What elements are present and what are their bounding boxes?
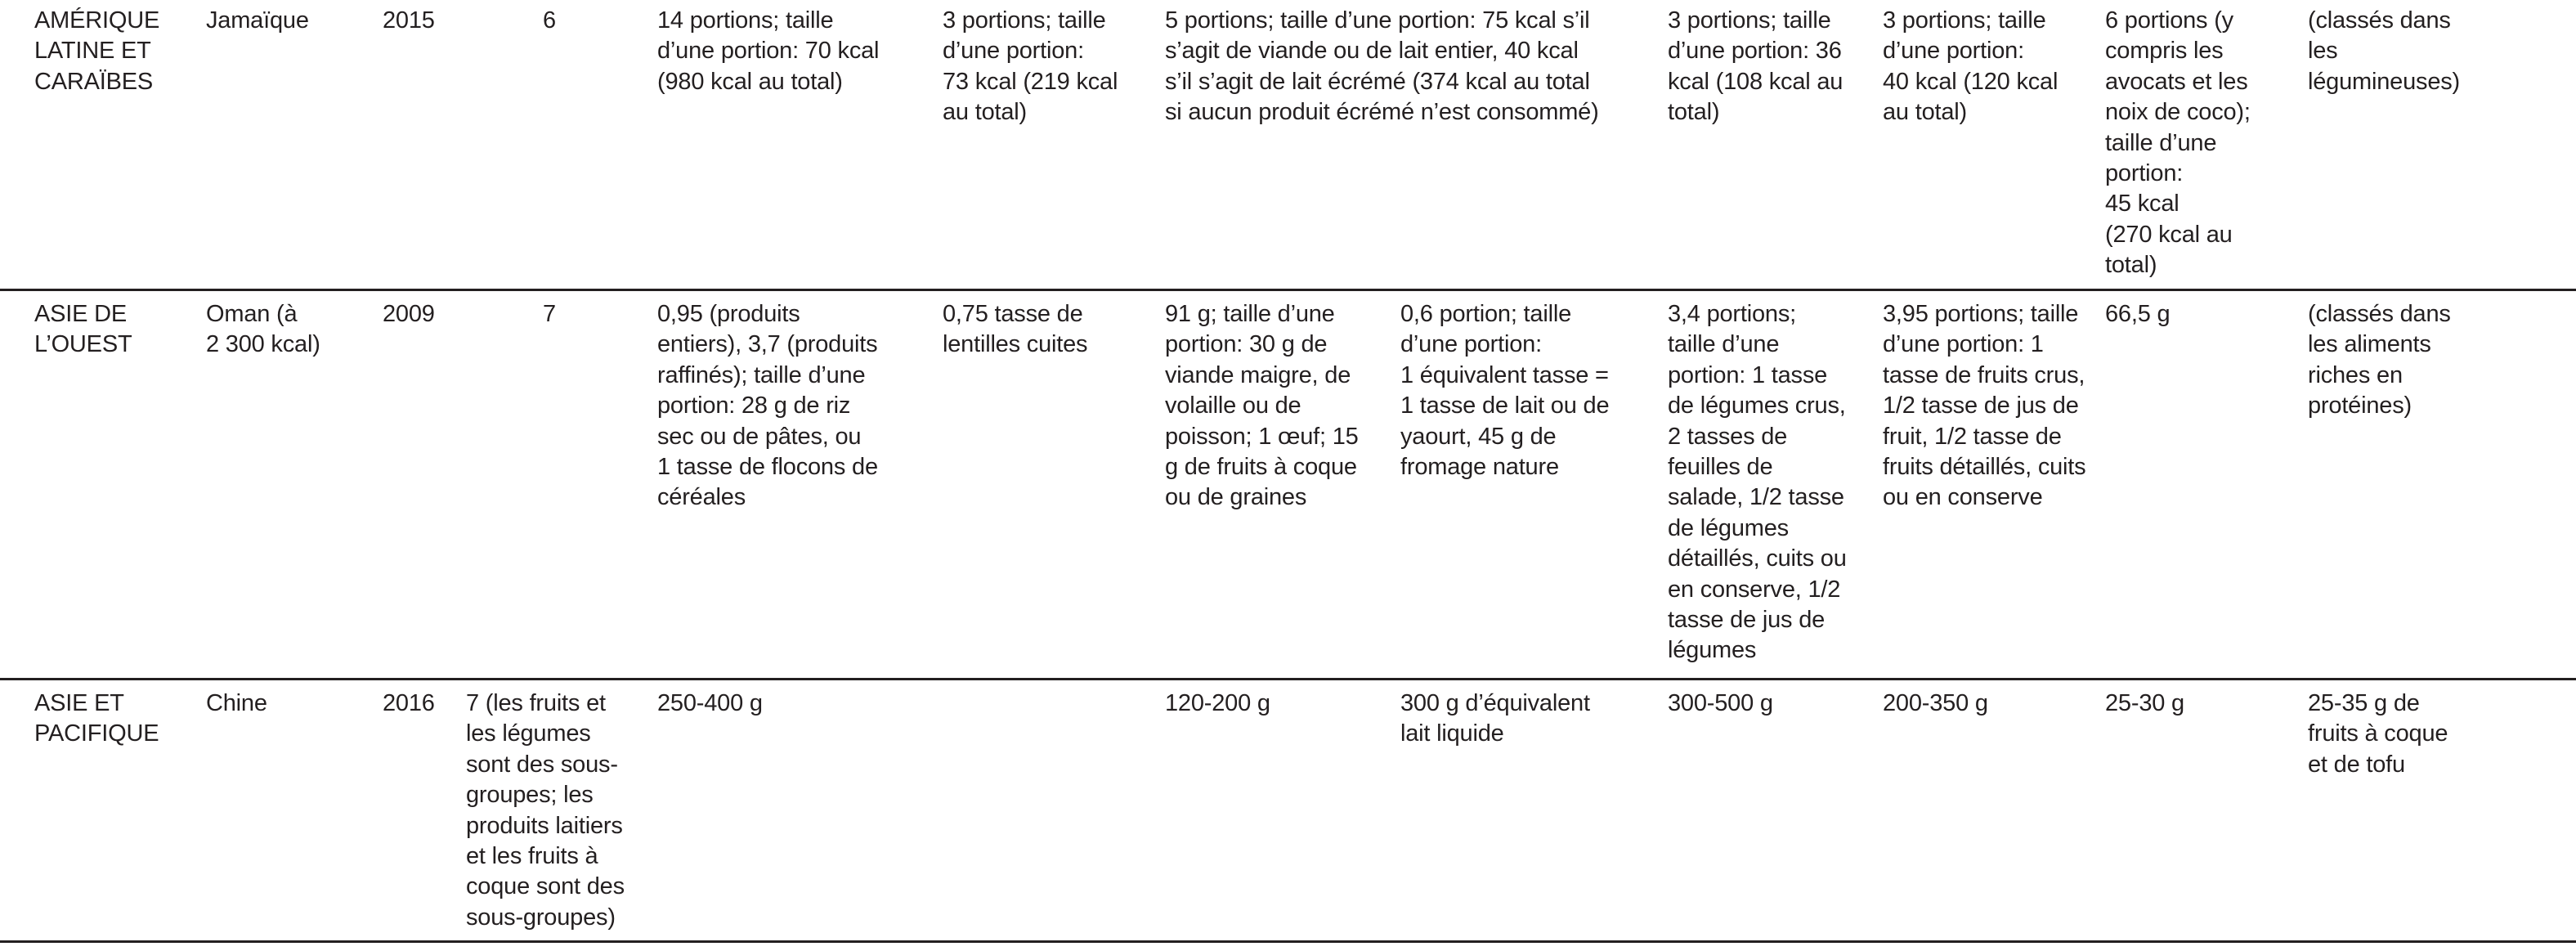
cell-year: 2016 <box>383 690 435 716</box>
row-divider <box>0 940 2576 943</box>
cell-country: Jamaïque <box>206 7 309 34</box>
cell-food-groups: 7 (les fruits et les légumes sont des sous- groupes; les produits laitiers et les fruits à coque sont des sous-groupes) <box>466 690 625 931</box>
cell-col-2: 3 portions; taille d’une portion: 73 kcal (219 kcal au total) <box>943 7 1118 126</box>
cell-col-5: 300-500 g <box>1668 690 1773 716</box>
cell-col-6: 3,95 portions; taille d’une portion: 1 tasse de fruits crus, 1/2 tasse de jus de fruit, 1/2 tasse de fruits détaillés, cuits ou en conserve <box>1883 301 2086 511</box>
cell-col-2: 0,75 tasse de lentilles cuites <box>943 301 1088 358</box>
cell-food-groups: 6 <box>543 7 556 34</box>
cell-country: Oman (à 2 300 kcal) <box>206 301 320 358</box>
cell-col-1: 14 portions; taille d’une portion: 70 kcal (980 kcal au total) <box>657 7 880 95</box>
cell-col-3: 5 portions; taille d’une portion: 75 kcal s’il s’agit de viande ou de lait entier, 40 kcal s’il s’agit de lait écrémé (374 kcal au total si aucun produit écrémé n’est consommé) <box>1165 7 1599 126</box>
cell-col-7: 25-30 g <box>2105 690 2184 716</box>
cell-col-8: (classés dans les légumineuses) <box>2308 7 2460 95</box>
cell-col-8: 25-35 g de fruits à coque et de tofu <box>2308 690 2448 778</box>
table-row <box>0 0 2576 289</box>
table-row <box>0 291 2576 679</box>
cell-col-3: 120-200 g <box>1165 690 1270 716</box>
cell-col-1: 250-400 g <box>657 690 763 716</box>
cell-year: 2009 <box>383 301 435 327</box>
cell-col-7: 66,5 g <box>2105 301 2171 327</box>
cell-food-groups: 7 <box>543 301 556 327</box>
cell-col-6: 3 portions; taille d’une portion: 40 kcal (120 kcal au total) <box>1883 7 2059 126</box>
cell-col-4: 0,6 portion; taille d’une portion: 1 équivalent tasse = 1 tasse de lait ou de yaourt, 45 g de fromage nature <box>1400 301 1610 481</box>
cell-country: Chine <box>206 690 267 716</box>
cell-region: AMÉRIQUE LATINE ET CARAÏBES <box>34 7 160 95</box>
cell-col-5: 3,4 portions; taille d’une portion: 1 tasse de légumes crus, 2 tasses de feuilles de salade, 1/2 tasse de légumes détaillés, cuits ou en conserve, 1/2 tasse de jus de légumes <box>1668 301 1847 664</box>
cell-year: 2015 <box>383 7 435 34</box>
cell-col-6: 200-350 g <box>1883 690 1988 716</box>
cell-region: ASIE ET PACIFIQUE <box>34 690 159 747</box>
cell-col-8: (classés dans les aliments riches en protéines) <box>2308 301 2451 419</box>
cell-col-1: 0,95 (produits entiers), 3,7 (produits raffinés); taille d’une portion: 28 g de riz sec ou de pâtes, ou 1 tasse de flocons de céréales <box>657 301 878 511</box>
cell-region: ASIE DE L’OUEST <box>34 301 132 358</box>
table-row <box>0 680 2576 940</box>
cell-col-3: 91 g; taille d’une portion: 30 g de viande maigre, de volaille ou de poisson; 1 œuf; 15 g de fruits à coque ou de graines <box>1165 301 1359 511</box>
cell-col-4: 300 g d’équivalent lait liquide <box>1400 690 1590 747</box>
cell-col-5: 3 portions; taille d’une portion: 36 kcal (108 kcal au total) <box>1668 7 1844 126</box>
cell-col-7: 6 portions (y compris les avocats et les noix de coco); taille d’une portion: 45 kcal (270 kcal au total) <box>2105 7 2251 279</box>
